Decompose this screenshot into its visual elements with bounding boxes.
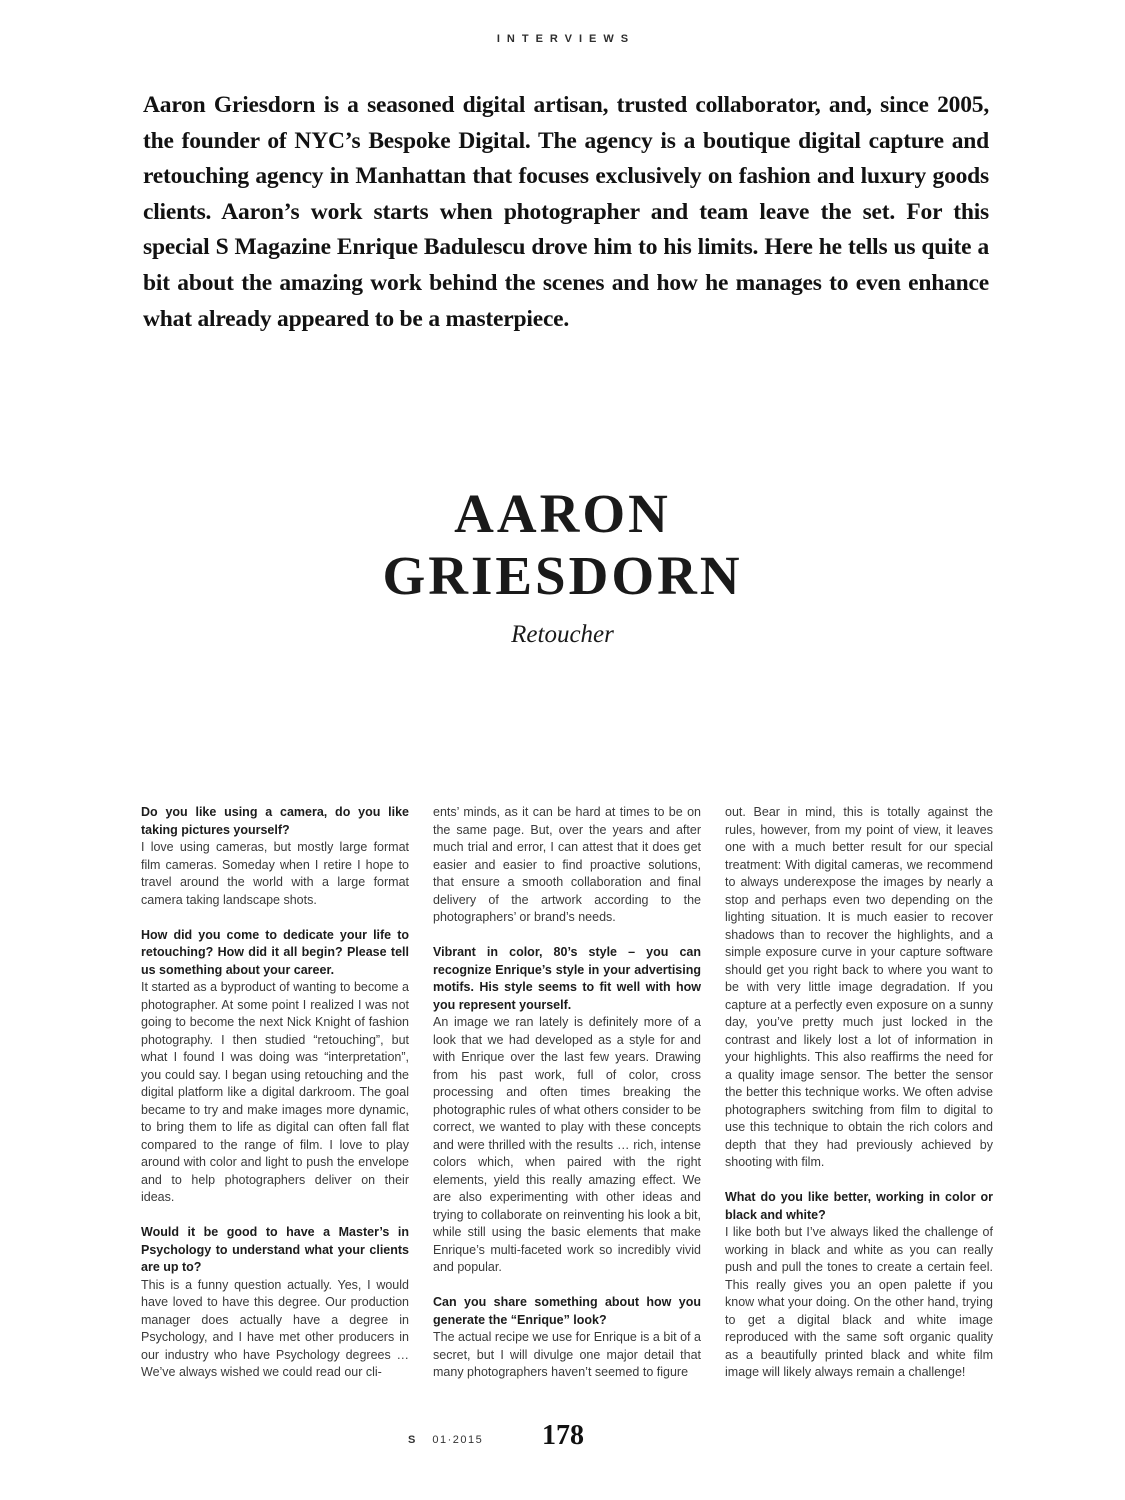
interview-answer: I love using cameras, but mostly large format film cameras. Someday when I retire I hope to travel around the world with a large format camera taking landscape shots. xyxy=(141,840,409,907)
interview-question: Do you like using a camera, do you like taking pictures yourself? xyxy=(141,805,409,837)
column-3 xyxy=(725,804,993,1382)
interview-question: Would it be good to have a Master’s in Psychology to understand what your clients are up to? xyxy=(141,1225,409,1274)
intro-paragraph: Aaron Griesdorn is a seasoned digital artisan, trusted collaborator, and, since 2005, the founder of NYC’s Bespoke Digital. The agency is a boutique digital capture and retouching agency in Manhattan that focuses exclusively on fashion and luxury goods clients. Aaron’s work starts when photographer and team leave the set. For this special S Magazine Enrique Badulescu drove him to his limits. Here he tells us quite a bit about the amazing work behind the scenes and how he manages to even enhance what already appeared to be a masterpiece. xyxy=(143,92,989,332)
issue-date: 01·2015 xyxy=(432,1434,484,1446)
footer-issue-line xyxy=(408,1434,483,1446)
interview-answer: It started as a byproduct of wanting to become a photographer. At some point I realized I was not going to become the next Nick Knight of fashion photography. I then studied “retouching”, but what I found I was doing was “interpretation”, you could say. I began using retouching and the digital platform like a digital darkroom. The goal became to try and make images more dynamic, to bring them to life as digital can often fall flat compared to the range of film. I love to play around with color and light to push the envelope and to help photographers deliver on their ideas. xyxy=(141,980,409,1204)
interview-answer: This is a funny question actually. Yes, I would have loved to have this degree. Our production manager does actually have a degree in Psychology, and I have met other producers in our industry who have Psychology degrees … We’ve always wished we could read our cli- xyxy=(141,1277,409,1379)
interview-answer: An image we ran lately is definitely more of a look that we had developed as a style for and with Enrique over the last few years. Drawing from his past work, full of color, cross processing and often times breaking the photographic rules of what others consider to be correct, we wanted to play with these concepts and were thrilled with the results … rich, intense colors which, when paired with the right elements, yield this really amazing effect. We are also experimenting with other ideas and trying to collaborate on reinventing his look a bit, while still using the basic elements that make Enrique’s multi-faceted work so incredibly vivid and popular. xyxy=(433,1015,701,1274)
article-subtitle: Retoucher xyxy=(511,621,614,648)
interview-columns xyxy=(141,804,993,1382)
interview-answer: ents’ minds, as it can be hard at times to be on the same page. But, over the years and after much trial and error, I can attest that it does get easier and easier to find proactive solutions, that ensure a smooth collaboration and final delivery of the artwork according to the photographers’ or brand’s needs. xyxy=(433,805,701,924)
title-line-1: AARON xyxy=(454,483,671,544)
title-line-2: GRIESDORN xyxy=(382,545,743,606)
column-1 xyxy=(141,804,409,1382)
interview-question: What do you like better, working in color or black and white? xyxy=(725,1190,993,1222)
interview-question: Vibrant in color, 80’s style – you can recognize Enrique’s style in your advertising motifs. His style seems to fit well with how you represent yourself. xyxy=(433,945,701,1012)
column-2 xyxy=(433,804,701,1382)
page-number: 178 xyxy=(542,1420,584,1451)
interview-question: Can you share something about how you generate the “Enrique” look? xyxy=(433,1295,701,1327)
section-label: INTERVIEWS xyxy=(496,33,636,45)
interview-answer: The actual recipe we use for Enrique is a bit of a secret, but I will divulge one major detail that many photographers haven’t seemed to figure xyxy=(433,1330,701,1379)
interview-question: How did you come to dedicate your life to retouching? How did it all begin? Please tell us something about your career. xyxy=(141,927,409,977)
interview-answer: out. Bear in mind, this is totally against the rules, however, from my point of view, it leaves one with a much better result for our special treatment: With digital cameras, we recommend to always underexpose the images by nearly a stop and perhaps even two depending on the lighting situation. It is much easier to recover shadows than to recover the highlights, and a simple exposure curve in your capture software should get you right back to where you want to be with very little image degradation. If you capture at a perfectly even exposure on a sunny day, you’ve pretty much just locked in the contrast and likely lost a lot of information in your highlights. This also reaffirms the need for a quality image sensor. The better the sensor the better this technique works. We often advise photographers switching from film to digital to use this technique to obtain the rich colors and depth that they had previously achieved by shooting with film. xyxy=(725,805,993,1169)
interview-answer: I like both but I’ve always liked the challenge of working in black and white as you can really push and pull the tones to create a certain feel. This really gives you an open palette if you know what your doing. On the other hand, trying to get a digital black and white image reproduced with the same soft organic quality as a beautifully printed black and white film image will likely always remain a challenge! xyxy=(725,1225,993,1379)
magazine-mark: S xyxy=(408,1434,417,1446)
article-title xyxy=(0,483,1125,607)
